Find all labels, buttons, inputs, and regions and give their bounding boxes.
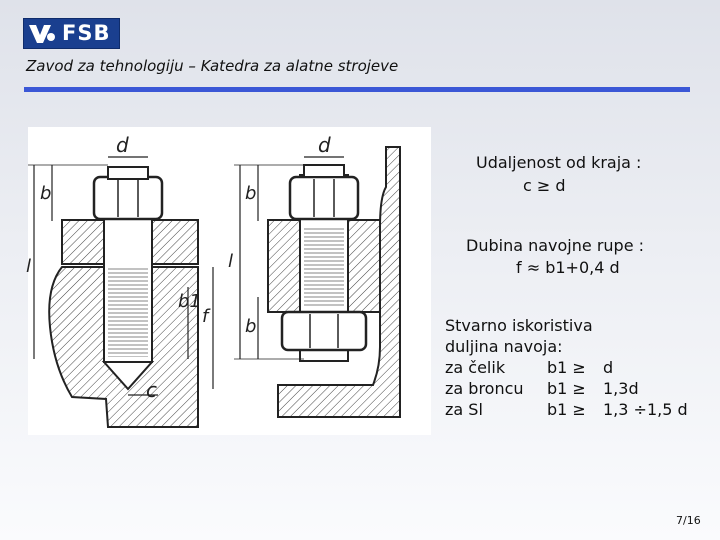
header-accent-line bbox=[24, 87, 690, 92]
material-row-sl bbox=[445, 400, 688, 420]
fsb-logo bbox=[23, 18, 120, 49]
material-name: za broncu bbox=[445, 379, 524, 398]
right-bolt-assembly bbox=[234, 147, 400, 417]
material-row-bronze bbox=[445, 379, 639, 399]
bolt-connection-drawing bbox=[28, 127, 431, 435]
label-l-right: l bbox=[228, 251, 234, 272]
bolt-drawing-svg bbox=[28, 127, 431, 435]
logo-text: FSB bbox=[62, 21, 111, 45]
label-b1: b1 bbox=[178, 291, 201, 312]
thread-length-title-line1: Stvarno iskoristiva bbox=[445, 316, 593, 335]
thread-length-title-line2: duljina navoja: bbox=[445, 337, 563, 356]
label-c: c bbox=[146, 378, 157, 402]
material-row-steel bbox=[445, 358, 613, 378]
label-l-left: l bbox=[26, 256, 32, 277]
material-name: za Sl bbox=[445, 400, 483, 419]
hole-depth-title: Dubina navojne rupe : bbox=[466, 236, 645, 255]
label-d-right: d bbox=[318, 133, 331, 157]
header-subtitle: Zavod za tehnologiju – Katedra za alatne strojeve bbox=[26, 57, 399, 75]
label-b-left: b bbox=[40, 183, 52, 204]
label-b-right-top: b bbox=[245, 183, 257, 204]
label-b-right-bottom: b bbox=[245, 316, 257, 337]
material-symbol: b1 ≥ bbox=[547, 400, 586, 419]
material-symbol: b1 ≥ bbox=[547, 358, 586, 377]
edge-distance-title: Udaljenost od kraja : bbox=[476, 153, 642, 172]
label-f: f bbox=[202, 306, 209, 327]
fsb-emblem-icon bbox=[24, 19, 58, 48]
page-number: 7/16 bbox=[676, 514, 701, 527]
material-name: za čelik bbox=[445, 358, 506, 377]
material-value: d bbox=[603, 358, 614, 377]
edge-distance-formula: c ≥ d bbox=[523, 176, 566, 195]
material-symbol: b1 ≥ bbox=[547, 379, 586, 398]
hole-depth-formula: f ≈ b1+0,4 d bbox=[516, 258, 620, 277]
material-value: 1,3d bbox=[603, 379, 639, 398]
material-value: 1,3 ÷1,5 d bbox=[603, 400, 688, 419]
label-d-left: d bbox=[116, 133, 129, 157]
